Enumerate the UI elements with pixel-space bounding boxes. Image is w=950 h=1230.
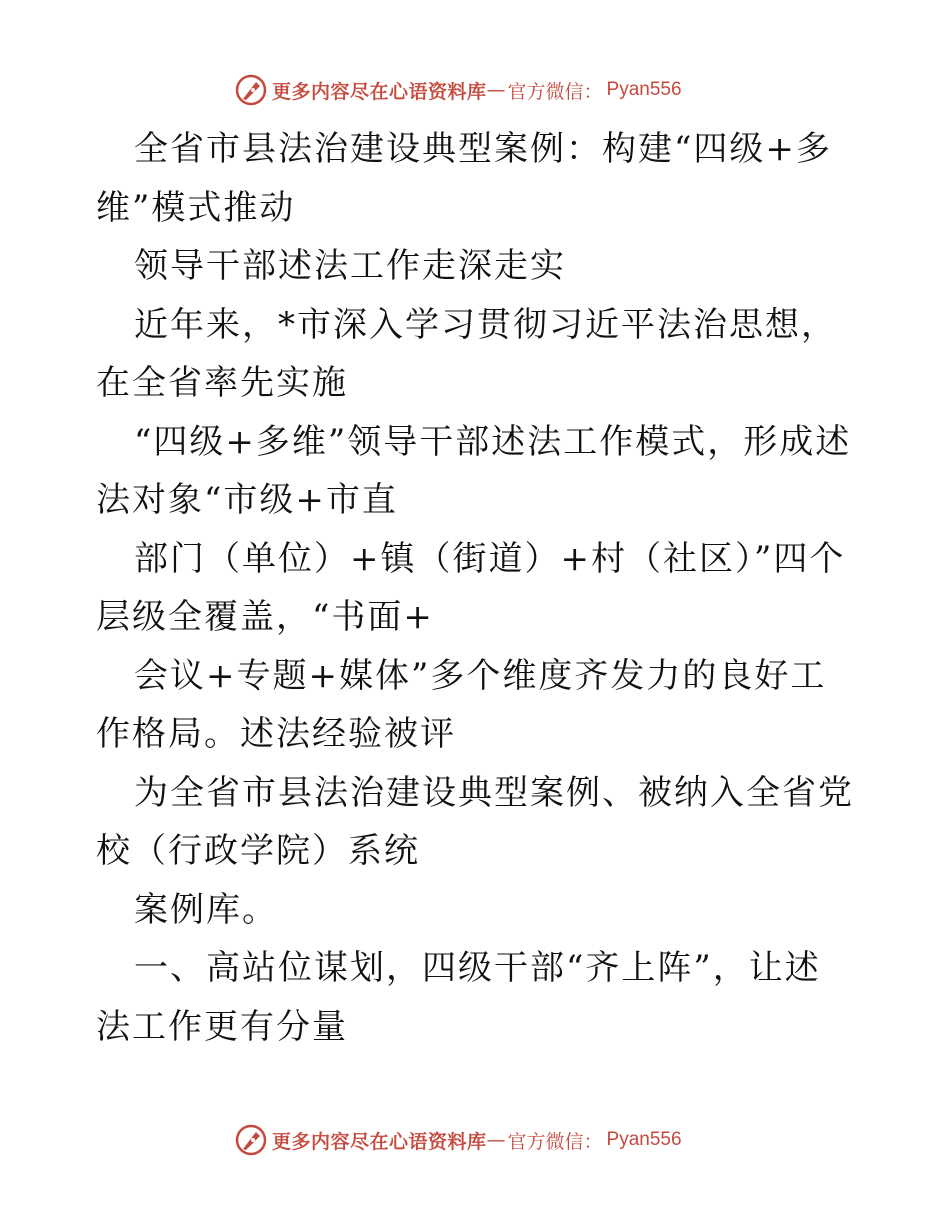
watermark-separator: — xyxy=(486,79,506,101)
footer-watermark xyxy=(234,1122,682,1158)
doc-paragraph: 会议+专题+媒体”多个维度齐发力的良好工作格局。述法经验被评 xyxy=(96,655,827,754)
watermark-id: Pyan556 xyxy=(606,1129,682,1150)
watermark-text: 更多内容尽在心语资料库 xyxy=(272,1130,487,1153)
doc-section-heading: 一、高站位谋划，四级干部“齐上阵”，让述法工作更有分量 xyxy=(96,948,821,1047)
watermark-separator: — xyxy=(486,1129,506,1151)
doc-paragraph-subtitle: 领导干部述法工作走深走实 xyxy=(134,246,566,286)
doc-paragraph: 部门（单位）+镇（街道）+村（社区）”四个层级全覆盖，“书面+ xyxy=(96,538,846,637)
doc-paragraph: 案例库。 xyxy=(134,889,278,930)
doc-paragraph: “四级+多维”领导干部述法工作模式，形成述法对象“市级+市直 xyxy=(96,421,852,520)
doc-paragraph: 为全省市县法治建设典型案例、被纳入全省党校（行政学院）系统 xyxy=(96,772,854,871)
doc-paragraph-title: 全省市县法治建设典型案例：构建“四级+多维”模式推动 xyxy=(96,129,832,228)
watermark-label: 官方微信： xyxy=(507,1130,603,1153)
watermark-label: 官方微信： xyxy=(507,80,603,103)
document-body xyxy=(96,120,856,1056)
header-watermark xyxy=(234,72,682,108)
watermark-text: 更多内容尽在心语资料库 xyxy=(272,80,487,103)
doc-paragraph: 近年来，*市深入学习贯彻习近平法治思想，在全省率先实施 xyxy=(96,304,837,403)
watermark-id: Pyan556 xyxy=(606,79,682,100)
pen-nib-logo-icon xyxy=(234,1123,268,1157)
pen-nib-logo-icon xyxy=(234,73,268,107)
